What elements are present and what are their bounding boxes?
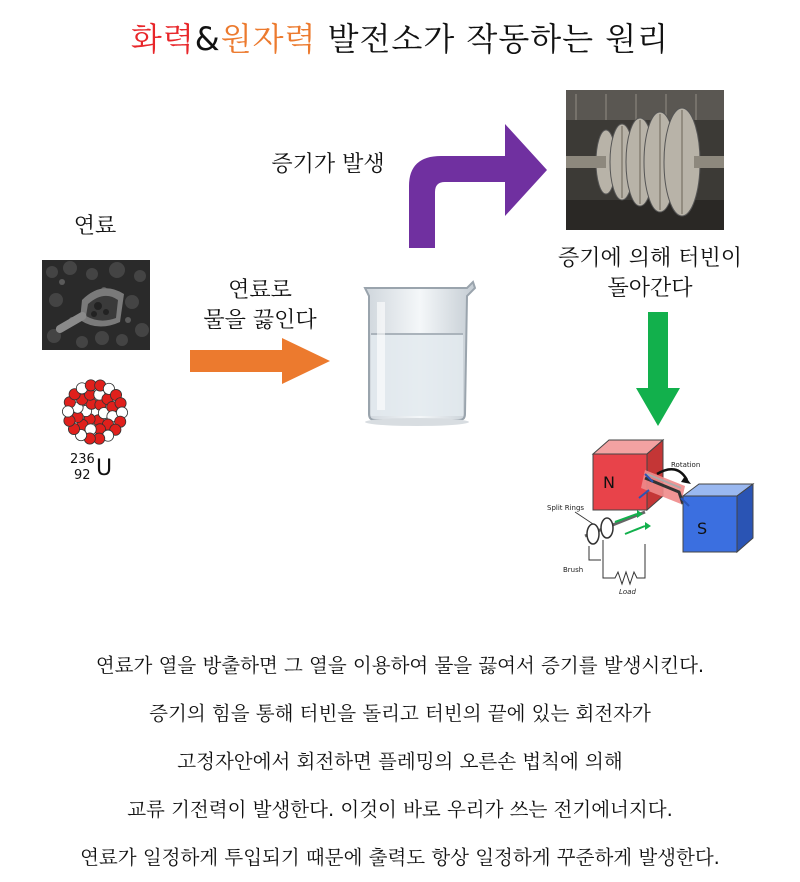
turbine-label-line1: 증기에 의해 터빈이 [557, 246, 742, 271]
split-rings-label: Split Rings [547, 504, 585, 512]
description [0, 642, 800, 882]
generator-diagram [545, 430, 765, 600]
turbine-image [566, 90, 724, 230]
description-line-4: 교류 기전력이 발생한다. 이것이 바로 우리가 쓰는 전기에너지다. [127, 798, 673, 821]
coal-image [42, 260, 150, 350]
description-line-2: 증기의 힘을 통해 터빈을 돌리고 터빈의 끝에 있는 회전자가 [149, 702, 651, 725]
boil-label-line1: 연료로 [228, 278, 292, 303]
isotope-atomic-number: 92 [74, 468, 91, 483]
boil-label-line2: 물을 끓인다 [203, 308, 317, 333]
description-line-3: 고정자안에서 회전하면 플레밍의 오른손 법칙에 의해 [177, 750, 623, 773]
title-thermal: 화력 [130, 20, 195, 58]
magnet-south-label: S [697, 519, 708, 538]
orange-arrow-icon [190, 338, 332, 384]
title-ampersand: & [194, 20, 221, 58]
load-label: Load [619, 588, 636, 596]
magnet-north-label: N [603, 473, 615, 492]
isotope-mass-number: 236 [70, 452, 95, 467]
brush-label: Brush [563, 566, 584, 574]
turbine-label-line2: 돌아간다 [607, 276, 693, 301]
isotope-notation [66, 452, 146, 488]
turbine-label [520, 244, 780, 304]
page-title [0, 14, 800, 60]
uranium-nucleus-icon [58, 375, 132, 449]
fuel-label: 연료 [73, 214, 117, 239]
purple-arrow-icon [405, 120, 550, 250]
green-arrow-icon [636, 312, 680, 428]
description-line-5: 연료가 일정하게 투입되기 때문에 출력도 항상 일정하게 꾸준하게 발생한다. [80, 846, 720, 869]
description-line-1: 연료가 열을 방출하면 그 열을 이용하여 물을 끓여서 증기를 발생시킨다. [95, 654, 705, 677]
title-rest: 발전소가 작동하는 원리 [316, 20, 670, 58]
boil-label [180, 276, 340, 336]
rotation-label: Rotation [671, 461, 701, 469]
steam-label: 증기가 발생 [271, 152, 385, 177]
title-nuclear: 원자력 [220, 20, 317, 58]
beaker-image [355, 278, 480, 428]
isotope-symbol: U [96, 456, 113, 481]
